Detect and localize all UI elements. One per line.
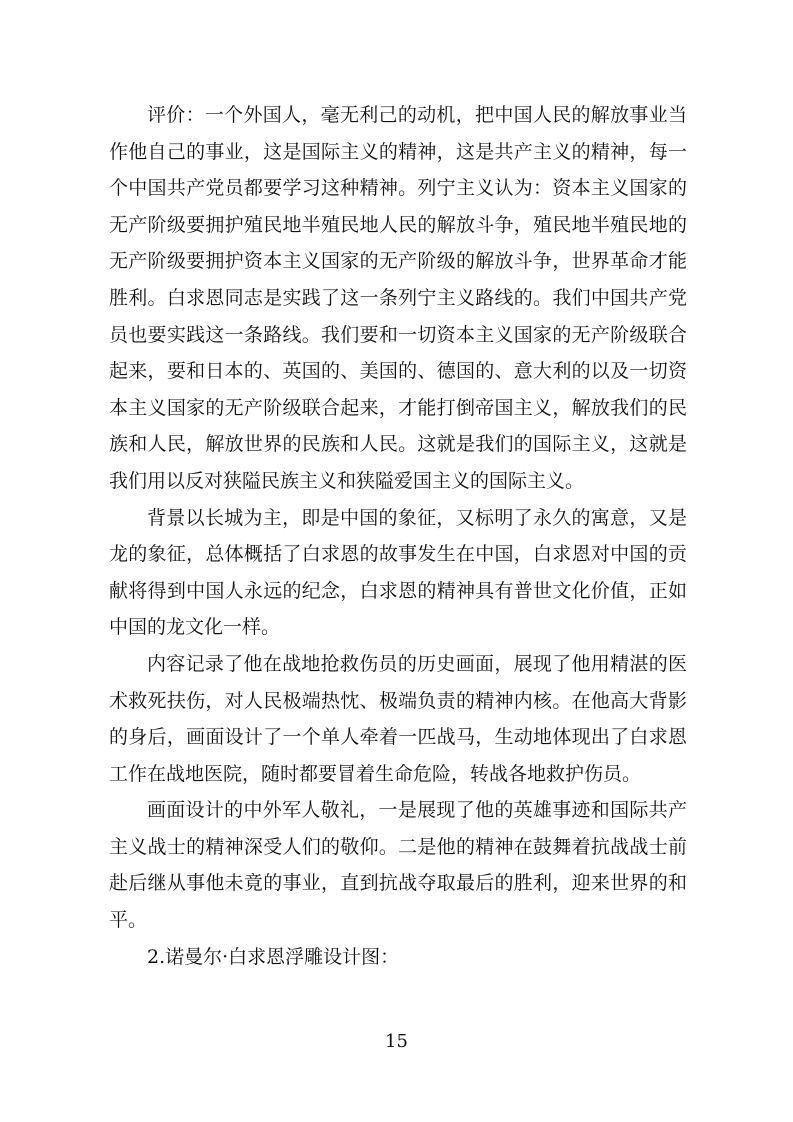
paragraph-salute: 画面设计的中外军人敬礼，一是展现了他的英雄事迹和国际共产主义战士的精神深受人们的敬仰。二是他的精神在鼓舞着抗战战士前赴后继从事他未竟的事业，直到抗战夺取最后的胜利，迎来世界的和平。 <box>109 799 687 932</box>
paragraph-background-great-wall: 背景以长城为主，即是中国的象征，又标明了永久的寓意，又是龙的象征，总体概括了白求恩的故事发生在中国，白求恩对中国的贡献将得到中国人永远的纪念，白求恩的精神具有普世文化价值，正如中国的龙文化一样。 <box>109 506 687 639</box>
page-number: 15 <box>385 1031 408 1052</box>
paragraph-content-rescue: 内容记录了他在战地抢救伤员的历史画面，展现了他用精湛的医术救死扶伤，对人民极端热忱、极端负责的精神内核。在他高大背影的身后，画面设计了一个单人牵着一匹战马，生动地体现出了白求恩工作在战地医院，随时都要冒着生命危险，转战各地救护伤员。 <box>109 652 687 785</box>
paragraph-evaluation: 评价：一个外国人，毫无利己的动机，把中国人民的解放事业当作他自己的事业，这是国际主义的精神，这是共产主义的精神，每一个中国共产党员都要学习这种精神。列宁主义认为：资本主义国家的无产阶级要拥护殖民地半殖民地人民的解放斗争，殖民地半殖民地的无产阶级要拥护资本主义国家的无产阶级的解放斗争，世界革命才能胜利。白求恩同志是实践了这一条列宁主义路线的。我们中国共产党员也要实践这一条路线。我们要和一切资本主义国家的无产阶级联合起来，要和日本的、英国的、美国的、德国的、意大利的以及一切资本主义国家的无产阶级联合起来，才能打倒帝国主义，解放我们的民族和人民，解放世界的民族和人民。这就是我们的国际主义，这就是我们用以反对狭隘民族主义和狭隘爱国主义的国际主义。 <box>109 104 687 492</box>
body-text <box>109 97 687 975</box>
section-heading-relief-design: 2.诺曼尔·白求恩浮雕设计图： <box>147 945 400 968</box>
